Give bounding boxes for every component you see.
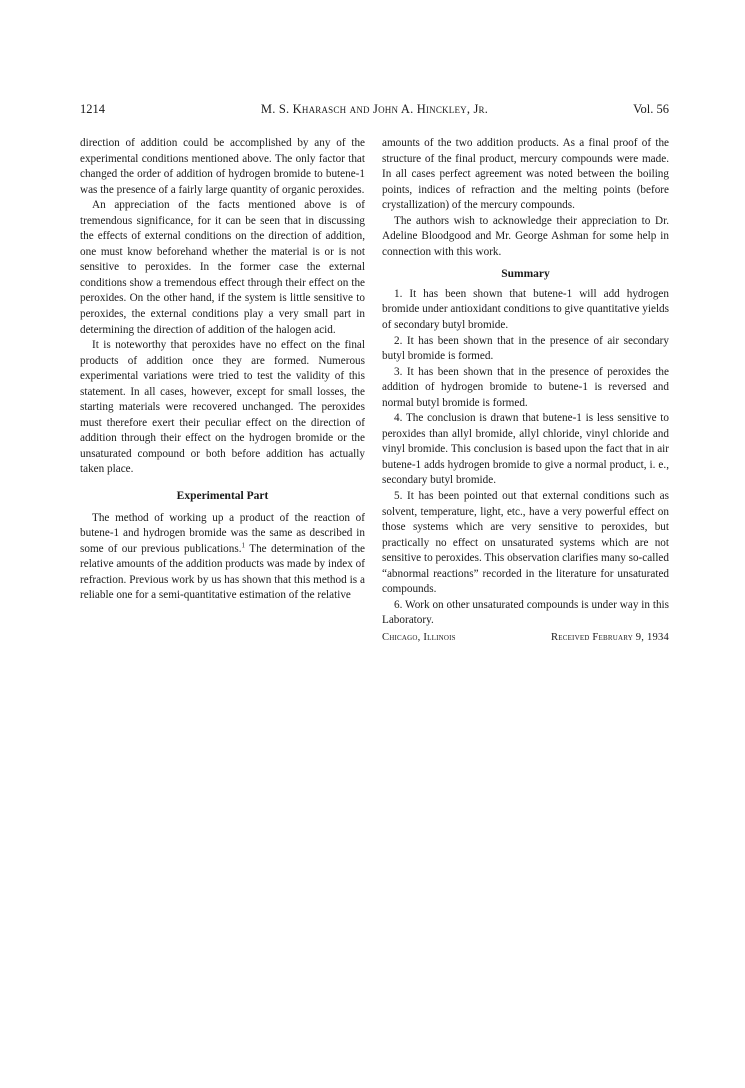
paragraph: amounts of the two addition products. As a final proof of the structure of the final product, mercury compounds were made. In all cases perfect agreement was noted between the boiling points, indices of refraction and the melting points (before crystallization) of the mercury compounds. [382,137,669,212]
summary-item: 6. Work on other unsaturated compounds is under way in this Laboratory. [382,598,669,627]
acknowledgement: The authors wish to acknowledge their appreciation to Dr. Adeline Bloodgood and Mr. George Ashman for some help in connection with this work. [382,214,669,258]
summary-item: 4. The conclusion is drawn that butene-1 is less sensitive to peroxides than allyl bromide, allyl chloride, vinyl chloride and vinyl bromide. This conclusion is based upon the fact that in air butene-1 adds hydrogen bromide to give a normal product, i. e., secondary butyl bromide. [382,412,669,487]
paragraph: An appreciation of the facts mentioned above is of tremendous significance, for it can be seen that in discussing the effects of external conditions on the direction of addition, one must know beforehand whether the material is or is not sensitive to peroxides. In the former case the external conditions show a tremendous effect through their effect on the peroxides. On the other hand, if the system is little sensitive to peroxides, the external conditions play a very small part in determining the direction of addition of the halogen acid. [80,199,365,336]
paragraph-text: The determination of the relative amounts of the addition products was made by index of refraction. Previous work by us has shown that this method is a reliable one for a semi-quantitative estimation of the relative [80,542,366,602]
summary-item: 2. It has been shown that in the presence of air secondary butyl bromide is formed. [382,334,669,363]
summary-item: 3. It has been shown that in the presence of peroxides the addition of hydrogen bromide to butene-1 is reversed and normal butyl bromide is formed. [382,365,669,409]
summary-item: 1. It has been shown that butene-1 will add hydrogen bromide under antioxidant conditions to give quantitative yields of secondary butyl bromide. [382,287,669,332]
volume-label: Vol. 56 [633,102,669,116]
experimental-heading: Experimental Part [176,490,269,503]
paragraph: It is noteworthy that peroxides have no effect on the final products of addition once they are formed. Numerous experimental variations were tried to test the validity of this statement. In all cases, however, except for small losses, the starting materials were recovered unchanged. The peroxides must therefore exert their peculiar effect on the direction of addition through their effect on the hydrogen bromide or the unsaturated compound or both before addition has actually taken place. [80,339,365,476]
left-column [80,136,365,604]
received-date: Received February 9, 1934 [550,631,669,643]
paragraph: direction of addition could be accomplished by any of the experimental conditions mentioned above. The only factor that changed the order of addition of hydrogen bromide to butene-1 was the presence of a fairly large quantity of organic peroxides. [80,137,365,196]
summary-heading: Summary [501,268,550,281]
footnote-ref: 1 [241,540,246,549]
page-number: 1214 [80,102,105,116]
right-column [382,136,669,646]
paragraph [80,511,365,604]
paragraph-text: The method of working up a product of the reaction of butene-1 and hydrogen bromide was the same as described in some of our previous publications. [80,511,365,555]
summary-item: 5. It has been pointed out that external conditions such as solvent, temperature, light, etc., have a very powerful effect on those systems which are very sensitive to peroxides, but practically no effect on unsaturated systems which are not sensitive to peroxides. This observation clarifies many so-called “abnormal reactions” recorded in the literature for unsaturated compounds. [382,490,669,596]
running-header [80,102,669,122]
location: Chicago, Illinois [382,631,456,643]
signature-line [382,630,669,646]
running-title: M. S. Kharasch and John A. Hinckley, Jr. [260,102,489,116]
